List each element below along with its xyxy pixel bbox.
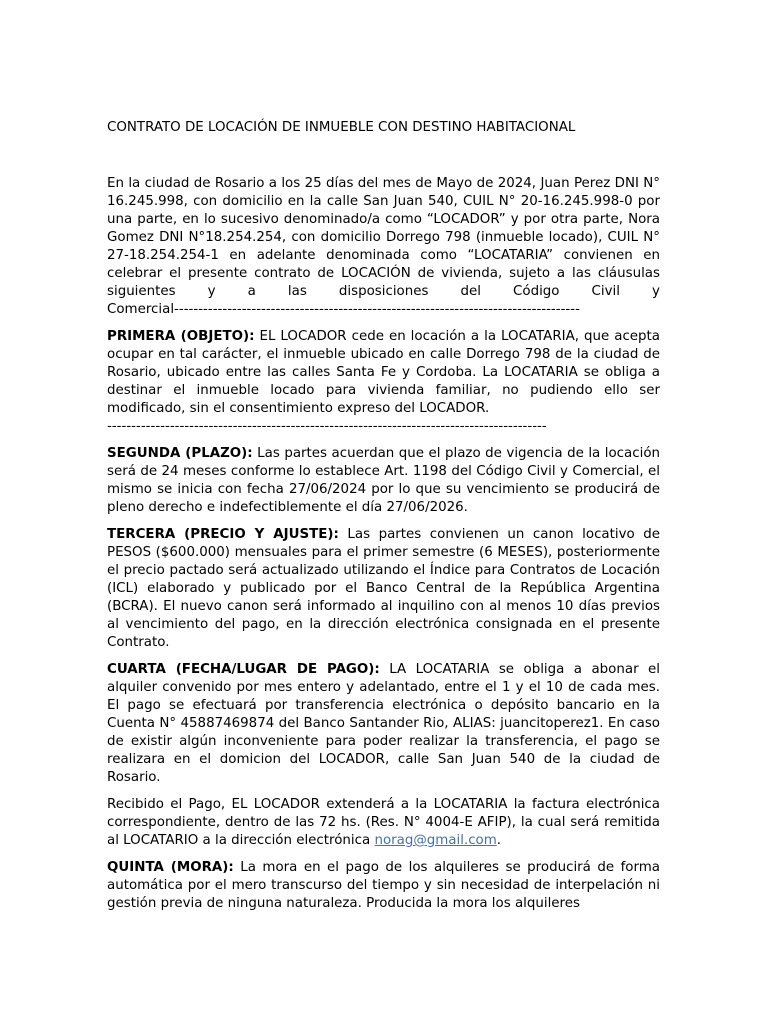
intro-text: En la ciudad de Rosario a los 25 días del mes de Mayo de 2024, Juan Perez DNI N° 16.245.998, con domicilio en la calle San Juan 540, CUIL N° 20-16.245.998-0 por una parte, en lo sucesivo denominado/a como “LOCADOR” y por otra parte, Nora Gomez DNI N°18.254.254, con domicilio Dorrego 798 (inmueble locado), CUIL N° 27-18.254.254-1 en adelante denominada como “LOCATARIA” convienen en celebrar el presente contrato de LOCACIÓN de vivienda, sujeto a las cláusulas siguientes y a las disposiciones del Código Civil y Comercial xyxy=(107,176,660,317)
clause-quinta-heading: QUINTA (MORA): xyxy=(107,860,234,875)
clause-segunda-heading: SEGUNDA (PLAZO): xyxy=(107,446,253,461)
clause-tercera xyxy=(107,526,660,652)
clause-primera-text: EL LOCADOR cede en locación a la LOCATARIA, que acepta ocupar en tal carácter, el inmueble ubicado en calle Dorrego 798 de la ciudad de Rosario, ubicado entre las calles Santa Fe y Cordoba. La LOCATARIA se obliga a destinar el inmueble locado para vivienda familiar, no pudiendo ello ser modificado, sin el consentimiento expreso del LOCADOR. xyxy=(107,329,661,416)
clause-quinta xyxy=(107,859,660,913)
clause-quinta-text: La mora en el pago de los alquileres se producirá de forma automática por el mero transcurso del tiempo y sin necesidad de interpelación ni gestión previa de ninguna naturaleza. Producida la mora los alquileres xyxy=(107,860,661,911)
clause-cuarta-heading: CUARTA (FECHA/LUGAR DE PAGO): xyxy=(107,662,380,677)
document-title: CONTRATO DE LOCACIÓN DE INMUEBLE CON DESTINO HABITACIONAL xyxy=(107,120,576,135)
intro-dashes: ------------------------------------------------------------------------------------ xyxy=(174,302,580,317)
receipt-end: . xyxy=(496,833,502,848)
email-link[interactable]: norag@gmail.com xyxy=(374,833,497,848)
clause-tercera-heading: TERCERA (PRECIO Y AJUSTE): xyxy=(107,527,339,542)
clause-segunda-text: Las partes acuerdan que el plazo de vigencia de la locación será de 24 meses conforme lo establece Art. 1198 del Código Civil y Comercial, el mismo se inicia con fecha 27/06/2024 por lo que su vencimiento se producirá de pleno derecho e indefectiblemente el día 27/06/2026. xyxy=(107,446,660,515)
clause-primera-heading: PRIMERA (OBJETO): xyxy=(107,329,255,344)
clause-cuarta-text: LA LOCATARIA se obliga a abonar el alquiler convenido por mes entero y adelantado, entre el 1 y el 10 de cada mes. El pago se efectuará por transferencia electrónica o depósito bancario en la Cuenta N° 45887469874 del Banco Santander Rio, ALIAS: juancitoperez1. En caso de existir algún inconveniente para poder realizar la transferencia, el pago se realizara en el domicion del LOCADOR, calle San Juan 540 de la ciudad de Rosario. xyxy=(107,662,660,785)
clause-tercera-text: Las partes convienen un canon locativo de PESOS ($600.000) mensuales para el primer semestre (6 MESES), posteriormente el precio pactado será actualizado utilizando el Índice para Contratos de Locación (ICL) elaborado y publicado por el Banco Central de la República Argentina (BCRA). El nuevo canon será informado al inquilino con al menos 10 días previos al vencimiento del pago, en la dirección electrónica consignada en el presente Contrato. xyxy=(107,527,660,650)
clause-cuarta xyxy=(107,661,660,787)
receipt-text: Recibido el Pago, EL LOCADOR extenderá a la LOCATARIA la factura electrónica correspondiente, dentro de las 72 hs. (Res. N° 4004-E AFIP), la cual será remitida al LOCATARIO a la dirección electrónica xyxy=(107,797,660,848)
payment-receipt-paragraph xyxy=(107,796,660,850)
clause-primera xyxy=(107,328,660,436)
intro-paragraph xyxy=(107,175,660,319)
clause-primera-dashes: ------------------------------------------------------------------------------------------- xyxy=(107,419,547,434)
document-body xyxy=(107,175,660,922)
clause-segunda xyxy=(107,445,660,517)
